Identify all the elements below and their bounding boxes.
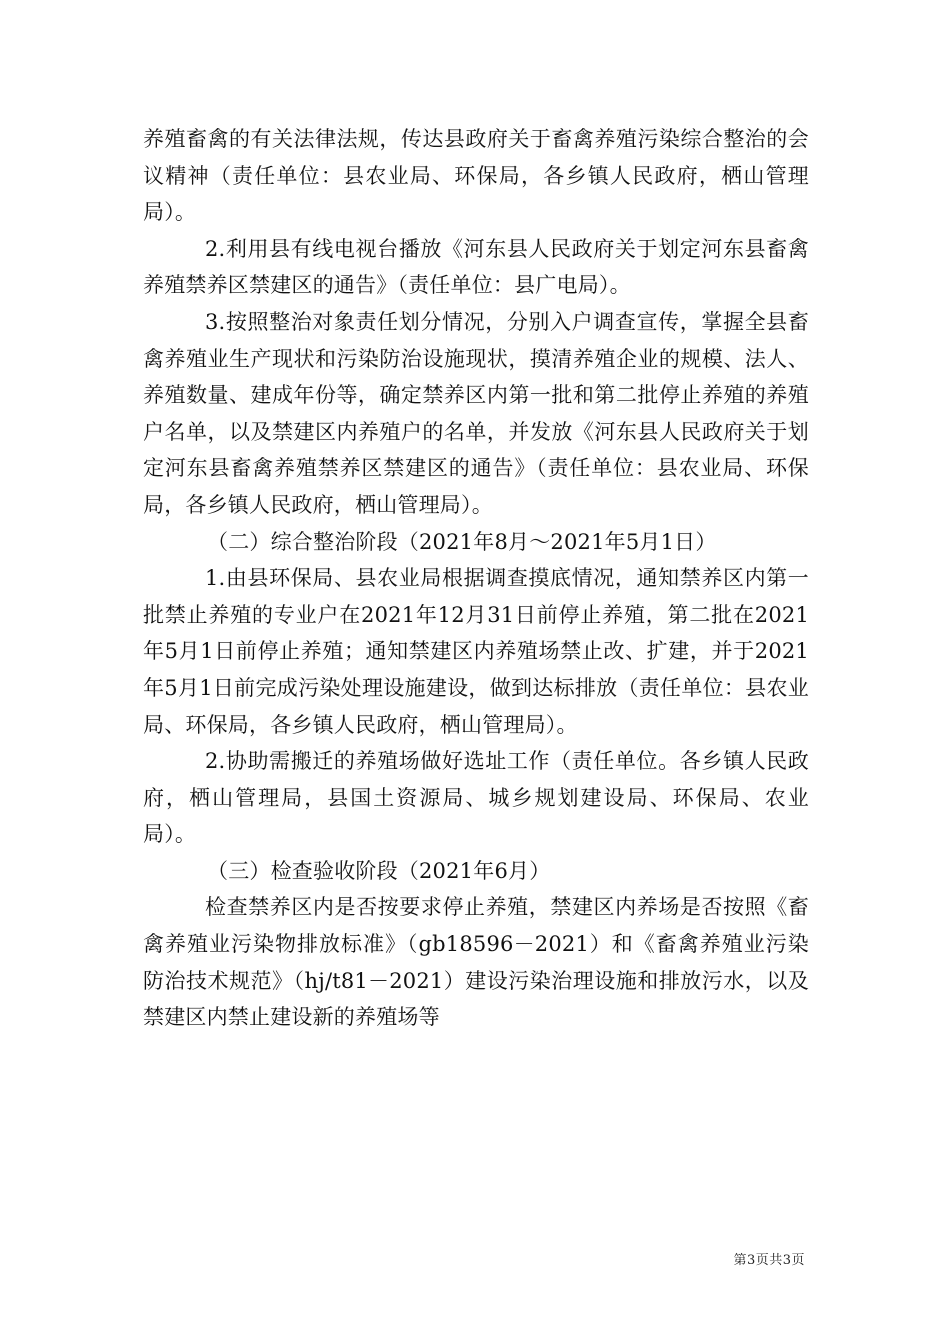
section-heading-stage-3: （三）检查验收阶段（2021年6月） xyxy=(207,858,551,883)
paragraph-item-3: 3.按照整治对象责任划分情况，分别入户调查宣传，掌握全县畜禽养殖业生产现状和污染防治设施现状，摸清养殖企业的规模、法人、养殖数量、建成年份等，确定禁养区内第一批和第二批停止养殖的养殖户名单，以及禁建区内养殖户的名单，并发放《河东县人民政府关于划定河东县畜禽养殖禁养区禁建区的通告》（责任单位：县农业局、环保局，各乡镇人民政府，栖山管理局）。 xyxy=(143,309,809,517)
document-body xyxy=(143,121,809,1036)
paragraph-item-2: 2.利用县有线电视台播放《河东县人民政府关于划定河东县畜禽养殖禁养区禁建区的通告》（责任单位：县广电局）。 xyxy=(143,236,809,298)
paragraph-stage-2-item-2: 2.协助需搬迁的养殖场做好选址工作（责任单位。各乡镇人民政府，栖山管理局，县国土资源局、城乡规划建设局、环保局、农业局）。 xyxy=(143,749,809,847)
paragraph-continuation: 养殖畜禽的有关法律法规，传达县政府关于畜禽养殖污染综合整治的会议精神（责任单位：县农业局、环保局，各乡镇人民政府，栖山管理局）。 xyxy=(143,127,809,225)
page-number-footer: 第3页共3页 xyxy=(733,1253,805,1268)
paragraph-stage-3-body: 检查禁养区内是否按要求停止养殖，禁建区内养场是否按照《畜禽养殖业污染物排放标准》（gb18596－2021）和《畜禽养殖业污染防治技术规范》（hj/t81－2021）建设污染治理设施和排放污水，以及禁建区内禁止建设新的养殖场等 xyxy=(143,895,809,1030)
paragraph-stage-2-item-1: 1.由县环保局、县农业局根据调查摸底情况，通知禁养区内第一批禁止养殖的专业户在2021年12月31日前停止养殖，第二批在2021年5月1日前停止养殖；通知禁建区内养殖场禁止改、扩建，并于2021年5月1日前完成污染处理设施建设，做到达标排放（责任单位：县农业局、环保局，各乡镇人民政府，栖山管理局）。 xyxy=(143,566,809,737)
section-heading-stage-2: （二）综合整治阶段（2021年8月～2021年5月1日） xyxy=(207,529,717,554)
